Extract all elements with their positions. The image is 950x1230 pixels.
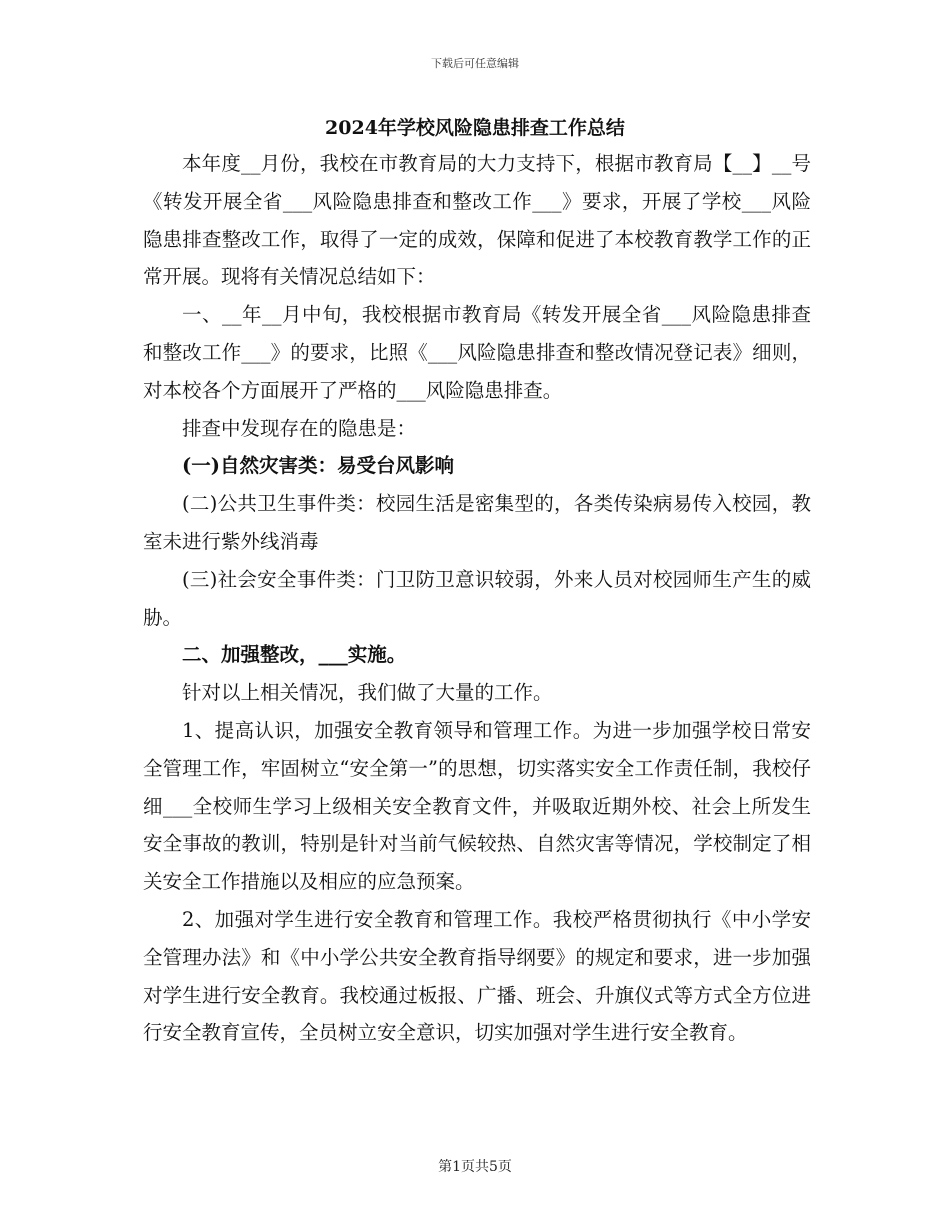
document-title: 2024年学校风险隐患排查工作总结 bbox=[325, 117, 625, 139]
section-heading-two: 二、加强整改，___实施。 bbox=[182, 643, 407, 667]
paragraph-natural-disaster: (一)自然灾害类：易受台风影响 bbox=[182, 454, 454, 478]
paragraph-section-one: 一、__年__月中旬，我校根据市教育局《转发开展全省___风险隐患排查和整改工作___》的要求，比照《___风险隐患排查和整改情况登记表》细则，对本校各个方面展开了严格的___风险隐患排查。 bbox=[143, 303, 811, 402]
paragraph-measure-one: 1、提高认识，加强安全教育领导和管理工作。为进一步加强学校日常安全管理工作，牢固树立“安全第一”的思想，切实落实安全工作责任制，我校仔细___全校师生学习上级相关安全教育文件，并吸取近期外校、社会上所发生安全事故的教训，特别是针对当前气候较热、自然灾害等情况，学校制定了相关安全工作措施以及相应的应急预案。 bbox=[143, 718, 811, 894]
paragraph-public-health: (二)公共卫生事件类：校园生活是密集型的，各类传染病易传入校园，教室未进行紫外线消毒 bbox=[143, 492, 811, 553]
paragraph-social-security: (三)社会安全事件类：门卫防卫意识较弱，外来人员对校园师生产生的威胁。 bbox=[143, 567, 811, 629]
paragraph-intro: 本年度__月份，我校在市教育局的大力支持下，根据市教育局【__】__号《转发开展全省___风险隐患排查和整改工作___》要求，开展了学校___风险隐患排查整改工作，取得了一定的成效，保障和促进了本校教育教学工作的正常开展。现将有关情况总结如下： bbox=[143, 152, 811, 289]
page-footer: 第1页共5页 bbox=[438, 1159, 512, 1175]
paragraph-measures-intro: 针对以上相关情况，我们做了大量的工作。 bbox=[182, 681, 553, 705]
header-note: 下载后可任意编辑 bbox=[431, 57, 519, 70]
paragraph-measure-two: 2、加强对学生进行安全教育和管理工作。我校严格贯彻执行《中小学安全管理办法》和《中小学公共安全教育指导纲要》的规定和要求，进一步加强对学生进行安全教育。我校通过板报、广播、班会、升旗仪式等方式全方位进行安全教育宣传，全员树立安全意识，切实加强对学生进行安全教育。 bbox=[143, 907, 811, 1045]
paragraph-hazards-intro: 排查中发现存在的隐患是： bbox=[182, 416, 417, 440]
document-body bbox=[143, 145, 811, 1052]
